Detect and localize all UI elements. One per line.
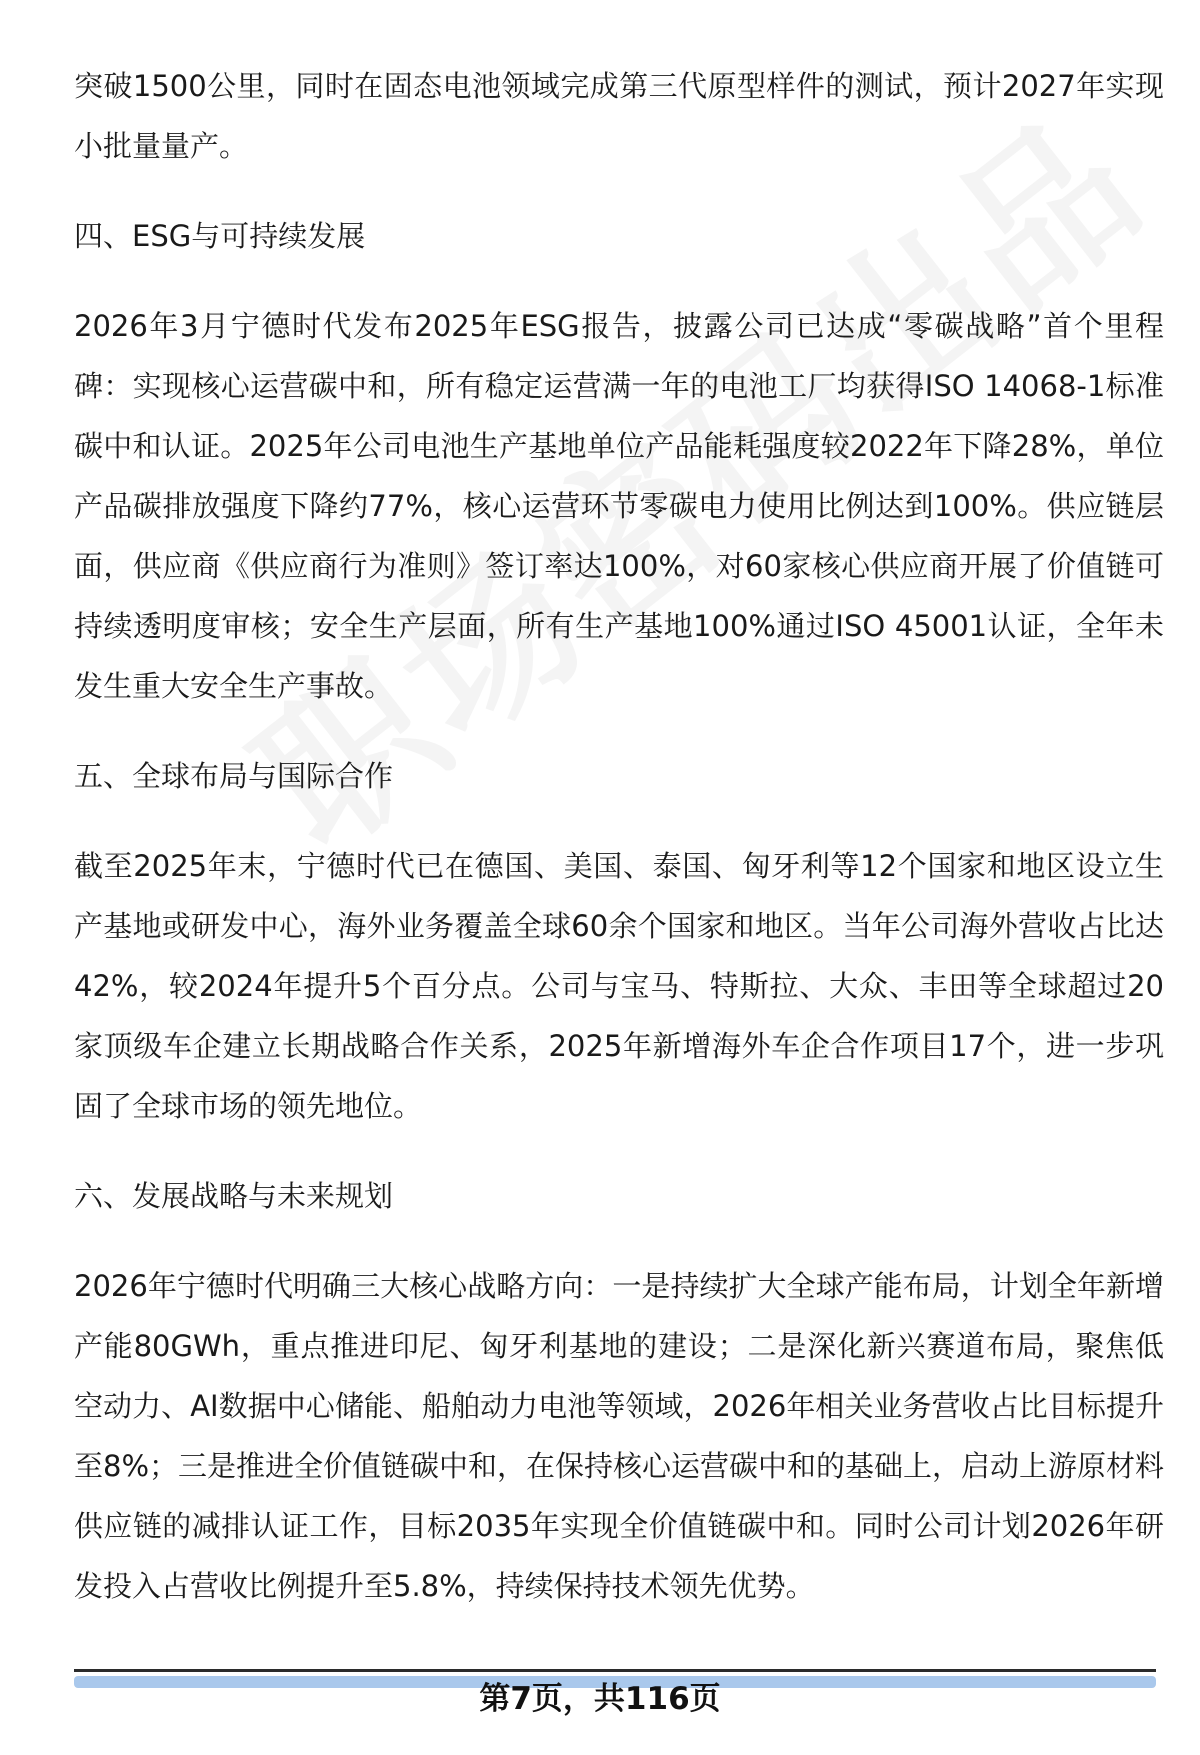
footer-divider-line	[74, 1669, 1156, 1672]
document-body	[74, 56, 1164, 1646]
section-heading-global: 五、全球布局与国际合作	[74, 759, 394, 793]
paragraph-strategy: 2026年宁德时代明确三大核心战略方向：一是持续扩大全球产能布局，计划全年新增产能80GWh，重点推进印尼、匈牙利基地的建设；二是深化新兴赛道布局，聚焦低空动力、AI数据中心储能、船舶动力电池等领域，2026年相关业务营收占比目标提升至8%；三是推进全价值链碳中和，在保持核心运营碳中和的基础上，启动上游原材料供应链的减排认证工作，目标2035年实现全价值链碳中和。同时公司计划2026年研发投入占营收比例提升至5.8%，持续保持技术领先优势。	[74, 1269, 1165, 1603]
paragraph-esg: 2026年3月宁德时代发布2025年ESG报告，披露公司已达成“零碳战略”首个里程碑：实现核心运营碳中和，所有稳定运营满一年的电池工厂均获得ISO 14068-1标准碳中和认证。2025年公司电池生产基地单位产品能耗强度较2022年下降28%，单位产品碳排放强度下降约77%，核心运营环节零碳电力使用比例达到100%。供应链层面，供应商《供应商行为准则》签订率达100%，对60家核心供应商开展了价值链可持续透明度审核；安全生产层面，所有生产基地100%通过ISO 45001认证，全年未发生重大安全生产事故。	[74, 309, 1164, 703]
paragraph-global: 截至2025年末，宁德时代已在德国、美国、泰国、匈牙利等12个国家和地区设立生产基地或研发中心，海外业务覆盖全球60余个国家和地区。当年公司海外营收占比达42%，较2024年提升5个百分点。公司与宝马、特斯拉、大众、丰田等全球超过20家顶级车企建立长期战略合作关系，2025年新增海外车企合作项目17个，进一步巩固了全球市场的领先地位。	[74, 849, 1164, 1123]
section-heading-esg: 四、ESG与可持续发展	[74, 219, 366, 253]
section-heading-strategy: 六、发展战略与未来规划	[74, 1179, 394, 1213]
paragraph-continuation: 突破1500公里，同时在固态电池领域完成第三代原型样件的测试，预计2027年实现小批量量产。	[74, 69, 1164, 163]
page-number: 第7页，共116页	[479, 1681, 721, 1717]
